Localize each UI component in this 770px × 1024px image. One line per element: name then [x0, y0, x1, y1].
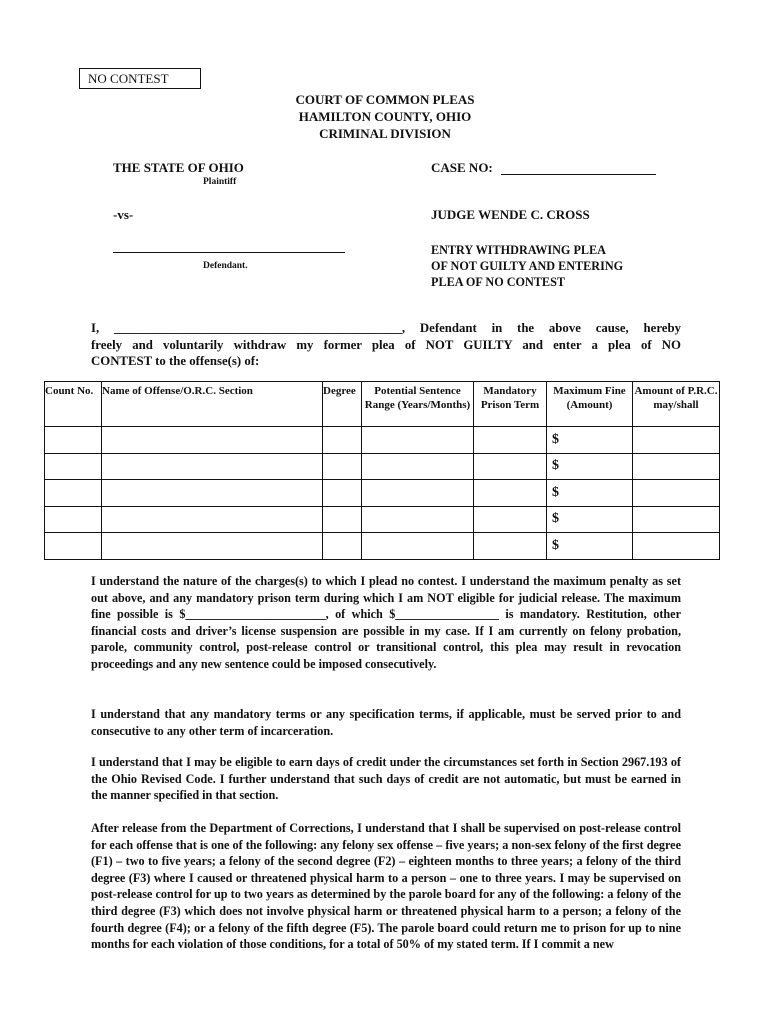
- fine-cell[interactable]: $: [547, 506, 633, 533]
- entry-title-line2: OF NOT GUILTY AND ENTERING: [431, 259, 624, 273]
- potential-cell[interactable]: [362, 427, 474, 454]
- vs-label: -vs-: [113, 207, 134, 222]
- table-row: [45, 453, 720, 480]
- plea-statement: [91, 320, 681, 370]
- count-cell[interactable]: [45, 427, 102, 454]
- entry-title-line1: ENTRY WITHDRAWING PLEA: [431, 243, 606, 257]
- potential-cell[interactable]: [362, 506, 474, 533]
- degree-cell[interactable]: [323, 533, 362, 560]
- header-mandatory-term: Mandatory Prison Term: [474, 382, 547, 427]
- case-no-field[interactable]: [501, 174, 656, 175]
- paragraph-days-of-credit: I understand that I may be eligible to earn days of credit under the circumstances set forth in Section 2967.193 of the Ohio Revised Code. I further understand that such days of credit are not automatic, but must be earned in the manner specified in that section.: [91, 755, 681, 803]
- plaintiff-label: Plaintiff: [203, 177, 237, 187]
- judge-name: JUDGE WENDE C. CROSS: [431, 207, 590, 222]
- fine-cell[interactable]: $: [547, 427, 633, 454]
- fine-cell[interactable]: $: [547, 480, 633, 507]
- offense-table-header: [45, 382, 720, 427]
- table-row: [45, 533, 720, 560]
- table-row: [45, 506, 720, 533]
- plea-statement-line3: CONTEST to the offense(s) of:: [91, 354, 260, 369]
- count-cell[interactable]: [45, 480, 102, 507]
- court-county: HAMILTON COUNTY, OHIO: [298, 109, 472, 124]
- defendant-label: Defendant.: [203, 261, 248, 271]
- mandatory-cell[interactable]: [474, 533, 547, 560]
- offense-table: [44, 381, 720, 560]
- fine-cell[interactable]: $: [547, 533, 633, 560]
- count-cell[interactable]: [45, 533, 102, 560]
- paragraph-mandatory-terms: I understand that any mandatory terms or any specification terms, if applicable, must be served prior to and consecutive to any other term of incarceration.: [91, 707, 681, 738]
- degree-cell[interactable]: [323, 480, 362, 507]
- offense-cell[interactable]: [102, 506, 323, 533]
- prc-cell[interactable]: [633, 453, 720, 480]
- prc-cell[interactable]: [633, 480, 720, 507]
- mandatory-cell[interactable]: [474, 427, 547, 454]
- offense-cell[interactable]: [102, 533, 323, 560]
- defendant-name-field[interactable]: [113, 252, 345, 253]
- header-potential-sentence: Potential Sentence Range (Years/Months): [362, 382, 474, 427]
- header-degree: Degree: [323, 382, 362, 427]
- degree-cell[interactable]: [323, 506, 362, 533]
- potential-cell[interactable]: [362, 533, 474, 560]
- mandatory-cell[interactable]: [474, 506, 547, 533]
- header-offense: Name of Offense/O.R.C. Section: [102, 382, 323, 427]
- paragraph-post-release-control: After release from the Department of Corrections, I understand that I shall be supervised on post-release control for each offense that is one of the following: any felony sex offense – five years; a non-sex felony of the first degree (F1) – two to five years; a felony of the second degree (F2) – eighteen months to three years; a felony of the third degree (F3) where I caused or threatened physical harm to a person – one to three years. I may be supervised on post-release control for up to two years as determined by the parole board for any of the following: a felony of the third degree (F3) which does not involve physical harm or threatened physical harm to a person; a felony of the fourth degree (F4); or a felony of the fifth degree (F5). The parole board could return me to prison for up to nine months for each violation of those conditions, for a total of 50% of my stated term. If I commit a new: [91, 821, 681, 952]
- entry-title-line3: PLEA OF NO CONTEST: [431, 275, 565, 289]
- plea-statement-line1: I, _____________________________________________, Defendant in the above cause, hereby: [91, 321, 681, 335]
- paragraph-penalty: I understand the nature of the charges(s) to which I plead no contest. I understand the maximum penalty as set out above, and any mandatory prison term during which I am NOT eligible for judicial release. The maximum fine possible is $_______________________, of which $_________________ is mandatory. Restitution, other financial costs and driver’s license suspension are possible in my case. If I am currently on felony probation, parole, community control, post-release control or transitional control, this plea may result in revocation proceedings and any new sentence could be imposed consecutively.: [91, 574, 681, 671]
- no-contest-label: NO CONTEST: [88, 71, 169, 86]
- degree-cell[interactable]: [323, 427, 362, 454]
- table-row: [45, 480, 720, 507]
- prc-cell[interactable]: [633, 533, 720, 560]
- case-no-label: CASE NO:: [431, 160, 493, 175]
- table-row: [45, 427, 720, 454]
- potential-cell[interactable]: [362, 453, 474, 480]
- entry-title: [431, 242, 623, 290]
- offense-cell[interactable]: [102, 427, 323, 454]
- offense-cell[interactable]: [102, 480, 323, 507]
- count-cell[interactable]: [45, 453, 102, 480]
- state-of-ohio: THE STATE OF OHIO: [113, 160, 244, 175]
- plea-statement-line2: freely and voluntarily withdraw my former plea of NOT GUILTY and enter a plea of NO: [91, 337, 681, 352]
- header-maximum-fine: Maximum Fine (Amount): [547, 382, 633, 427]
- prc-cell[interactable]: [633, 506, 720, 533]
- header-count-no: Count No.: [45, 382, 102, 427]
- degree-cell[interactable]: [323, 453, 362, 480]
- mandatory-cell[interactable]: [474, 480, 547, 507]
- header-prc-amount: Amount of P.R.C. may/shall: [633, 382, 720, 427]
- potential-cell[interactable]: [362, 480, 474, 507]
- count-cell[interactable]: [45, 506, 102, 533]
- fine-cell[interactable]: $: [547, 453, 633, 480]
- offense-cell[interactable]: [102, 453, 323, 480]
- court-division: CRIMINAL DIVISION: [319, 126, 451, 141]
- mandatory-cell[interactable]: [474, 453, 547, 480]
- no-contest-label-box: [79, 68, 201, 89]
- prc-cell[interactable]: [633, 427, 720, 454]
- court-name: COURT OF COMMON PLEAS: [295, 92, 475, 107]
